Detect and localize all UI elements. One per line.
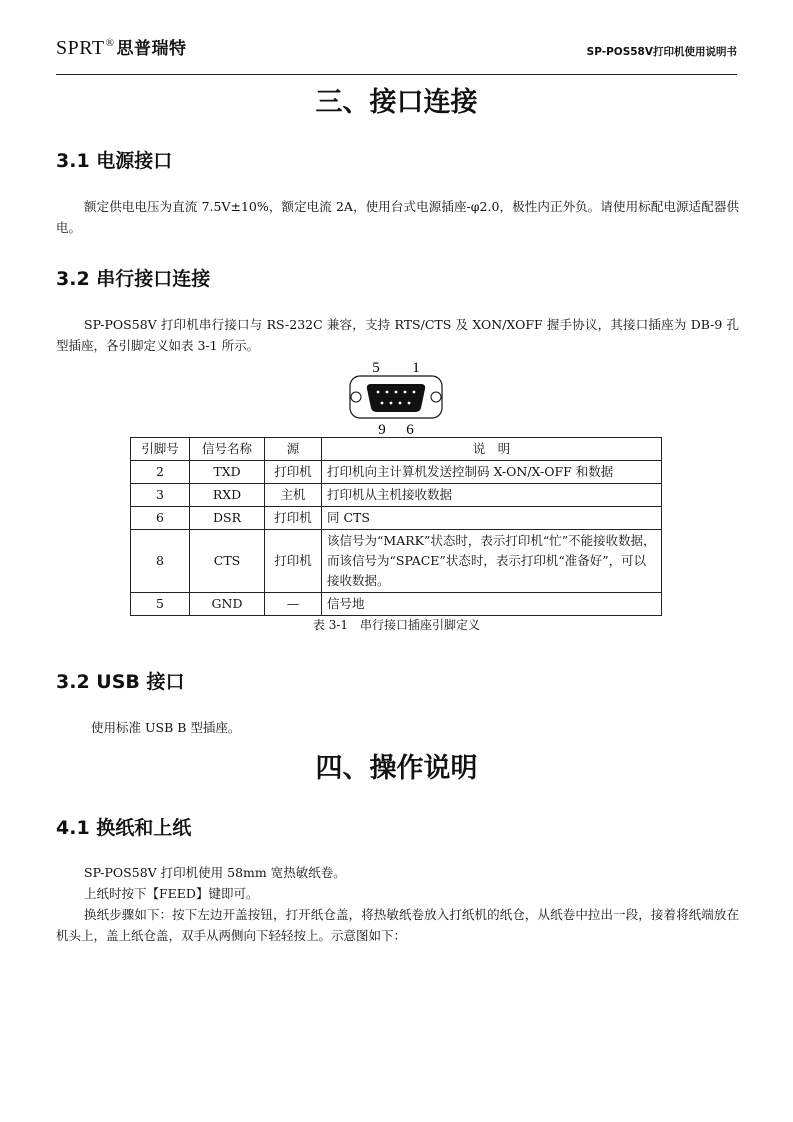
connector-screw-left: [351, 392, 361, 402]
signal-description: 信号地: [322, 593, 662, 616]
signal-description: 打印机向主计算机发送控制码 X-ON/X-OFF 和数据: [322, 461, 662, 484]
pin-number: 5: [131, 593, 190, 616]
page-header: [56, 30, 737, 75]
pin-number: 6: [131, 507, 190, 530]
signal-name: DSR: [190, 507, 265, 530]
registered-mark: ®: [105, 37, 115, 50]
section-4-1-title: 4.1 换纸和上纸: [56, 817, 192, 839]
pin-definition-table: [130, 437, 662, 616]
signal-source: 打印机: [265, 461, 322, 484]
header-source: 源: [265, 438, 322, 461]
logo-text: SPRT: [56, 37, 105, 59]
connector-screw-right: [431, 392, 441, 402]
table-row: [131, 507, 662, 530]
header-signal-name: 信号名称: [190, 438, 265, 461]
section-3-1-text: 额定供电电压为直流 7.5V±10%，额定电流 2A，使用台式电源插座-φ2.0，极性内正外负。请使用标配电源适配器供电。: [56, 199, 739, 235]
signal-name: GND: [190, 593, 265, 616]
connector-body: [367, 384, 425, 412]
db9-connector-diagram: [340, 356, 452, 438]
signal-description: 同 CTS: [322, 507, 662, 530]
pin-number: 3: [131, 484, 190, 507]
logo-chinese: 思普瑞特: [116, 39, 187, 59]
section-3-3-title: 3.2 USB 接口: [56, 671, 185, 693]
signal-source: 打印机: [265, 530, 322, 593]
brand-logo: [56, 34, 186, 60]
section-3-2-title: 3.2 串行接口连接: [56, 268, 211, 290]
signal-description: 该信号为“MARK”状态时，表示打印机“忙”不能接收数据，而该信号为“SPACE”状态时，表示打印机“准备好”，可以接收数据。: [322, 530, 662, 593]
table-caption: 表 3-1 串行接口插座引脚定义: [312, 618, 481, 632]
section-4-1-line-2: 上纸时按下【FEED】键即可。: [84, 886, 259, 901]
header-pin-number: 引脚号: [131, 438, 190, 461]
chapter-3-title: 三、接口连接: [315, 87, 478, 118]
signal-name: TXD: [190, 461, 265, 484]
table-row: [131, 530, 662, 593]
document-title: SP-POS58V打印机使用说明书: [586, 46, 737, 58]
table-row: [131, 484, 662, 507]
connector-label-5: 5: [372, 360, 380, 376]
signal-description: 打印机从主机接收数据: [322, 484, 662, 507]
signal-name: RXD: [190, 484, 265, 507]
connector-label-6: 6: [406, 422, 414, 438]
signal-source: 主机: [265, 484, 322, 507]
section-3-1-title: 3.1 电源接口: [56, 150, 173, 172]
pin-number: 2: [131, 461, 190, 484]
table-header-row: [131, 438, 662, 461]
signal-name: CTS: [190, 530, 265, 593]
section-3-2-text: SP-POS58V 打印机串行接口与 RS-232C 兼容，支持 RTS/CTS 及 XON/XOFF 握手协议，其接口插座为 DB-9 孔型插座，各引脚定义如表 3-1 所示。: [56, 317, 739, 353]
connector-label-1: 1: [412, 360, 420, 376]
connector-label-9: 9: [378, 422, 386, 438]
section-3-3-text: 使用标准 USB B 型插座。: [91, 720, 241, 735]
header-description: 说 明: [322, 438, 662, 461]
signal-source: 打印机: [265, 507, 322, 530]
chapter-4-title: 四、操作说明: [315, 753, 478, 784]
section-4-1-line-1: SP-POS58V 打印机使用 58mm 宽热敏纸卷。: [84, 865, 346, 880]
pin-number: 8: [131, 530, 190, 593]
table-row: [131, 461, 662, 484]
table-row: [131, 593, 662, 616]
section-4-1-line-3: 换纸步骤如下：按下左边开盖按钮，打开纸仓盖，将热敏纸卷放入打纸机的纸仓，从纸卷中拉出一段，接着将纸端放在机头上，盖上纸仓盖，双手从两侧向下轻轻按上。示意图如下：: [56, 907, 739, 943]
signal-source: —: [265, 593, 322, 616]
